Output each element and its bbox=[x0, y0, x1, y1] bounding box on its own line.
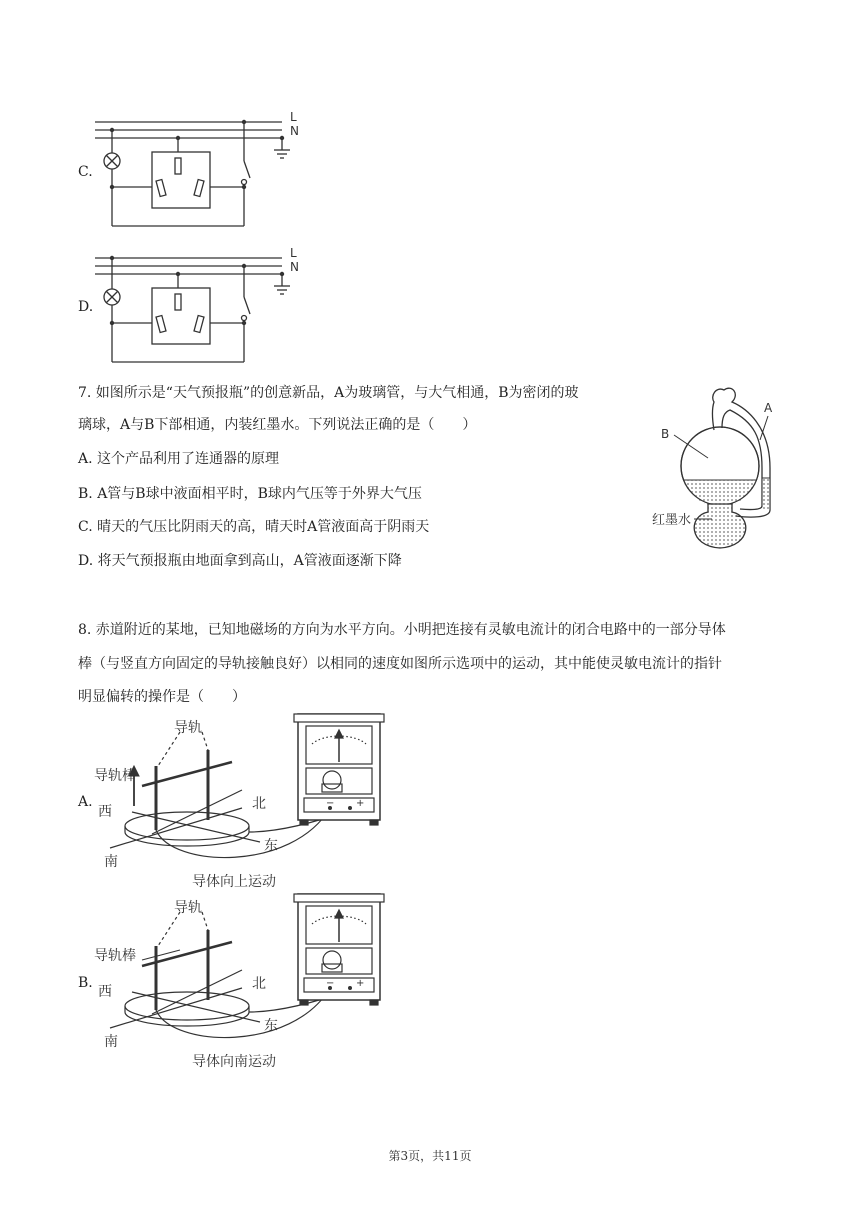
east-label-b: 东 bbox=[264, 1018, 278, 1034]
q8-stem-line-3: 明显偏转的操作是（ ） bbox=[78, 689, 246, 705]
option-d-label: D. bbox=[78, 299, 94, 315]
q7-option-c: C. 晴天的气压比阴雨天的高，晴天时A管液面高于阴雨天 bbox=[78, 519, 430, 535]
neutral-wire-label-c: N bbox=[290, 124, 299, 138]
live-wire-label-c: L bbox=[290, 110, 297, 124]
page-footer: 第3页，共11页 bbox=[388, 1149, 472, 1163]
west-label-b: 西 bbox=[98, 984, 112, 1000]
q7-option-b: B. A管与B球中液面相平时，B球内气压等于外界大气压 bbox=[78, 486, 422, 502]
option-c-label: C. bbox=[78, 164, 93, 180]
caption-b: 导体向南运动 bbox=[192, 1054, 276, 1070]
q7-stem-line-2: 璃球，A与B下部相通，内装红墨水。下列说法正确的是（ ） bbox=[78, 417, 477, 433]
q7-stem-line-1: 7. 如图所示是“天气预报瓶”的创意新品，A为玻璃管，与大气相通，B为密闭的玻 bbox=[78, 385, 579, 401]
weather-bottle-figure bbox=[650, 378, 790, 556]
circuit-diagram-d bbox=[92, 244, 312, 366]
north-label-b: 北 bbox=[252, 976, 266, 992]
q8-stem-line-1: 8. 赤道附近的某地，已知地磁场的方向为水平方向。小明把连接有灵敏电流计的闭合电路中的一部分导体 bbox=[78, 622, 726, 638]
west-label-a: 西 bbox=[98, 804, 112, 820]
tube-a-label: A bbox=[764, 401, 773, 415]
north-label-a: 北 bbox=[252, 796, 266, 812]
q7-option-d: D. 将天气预报瓶由地面拿到高山，A管液面逐渐下降 bbox=[78, 553, 402, 569]
neutral-wire-label-d: N bbox=[290, 260, 299, 274]
rail-label-b: 导轨 bbox=[174, 900, 202, 916]
east-label-a: 东 bbox=[264, 838, 278, 854]
q8-option-b-label: B. bbox=[78, 975, 93, 991]
generator-figure-a bbox=[92, 710, 402, 892]
q8-option-a-label: A. bbox=[78, 794, 93, 810]
q7-option-a: A. 这个产品利用了连通器的原理 bbox=[78, 451, 280, 467]
south-label-b: 南 bbox=[104, 1034, 118, 1050]
galvanometer-plus-a: + bbox=[356, 798, 365, 809]
rod-label-a: 导轨棒 bbox=[94, 768, 136, 784]
red-ink-label: 红墨水 bbox=[652, 513, 692, 528]
galvanometer-minus-b: − bbox=[326, 978, 335, 989]
galvanometer-plus-b: + bbox=[356, 978, 365, 989]
live-wire-label-d: L bbox=[290, 246, 297, 260]
south-label-a: 南 bbox=[104, 854, 118, 870]
q8-stem-line-2: 棒（与竖直方向固定的导轨接触良好）以相同的速度如图所示选项中的运动，其中能使灵敏电流计的指针 bbox=[78, 656, 722, 672]
caption-a: 导体向上运动 bbox=[192, 874, 276, 890]
generator-figure-b bbox=[92, 890, 402, 1072]
circuit-diagram-c bbox=[92, 108, 312, 230]
galvanometer-minus-a: − bbox=[326, 798, 335, 809]
rail-label-a: 导轨 bbox=[174, 720, 202, 736]
rod-label-b: 导轨棒 bbox=[94, 948, 136, 964]
sphere-b-label: B bbox=[661, 427, 670, 441]
